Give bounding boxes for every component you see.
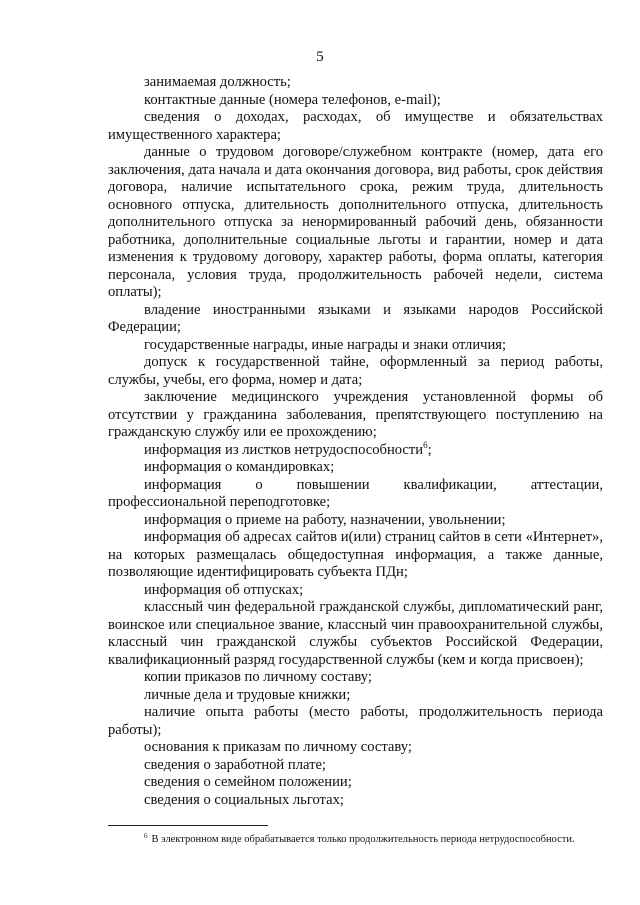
paragraph: допуск к государственной тайне, оформленный за период работы, службы, учебы, его форма, номер и дата;: [108, 354, 603, 388]
paragraph: классный чин федеральной гражданской службы, дипломатический ранг, воинское или специальное звание, классный чин правоохранительной службы, классный чин гражданской службы субъектов Российской Федерации, квалификационный разряд государственной службы (кем и когда присвоен);: [108, 599, 603, 668]
paragraph: сведения о социальных льготах;: [144, 791, 344, 808]
paragraph-text: информация из листков нетрудоспособности: [144, 441, 424, 458]
footnote-reference[interactable]: 6: [423, 439, 428, 450]
footnote-separator: [108, 825, 268, 826]
footnote: [144, 833, 604, 846]
paragraph: сведения о доходах, расходах, об имуществе и обязательствах имущественного характера;: [108, 109, 603, 143]
paragraph: основания к приказам по личному составу;: [144, 739, 412, 755]
paragraph: наличие опыта работы (место работы, продолжительность периода работы);: [108, 704, 603, 738]
body-text: [108, 74, 603, 809]
paragraph: информация об адресах сайтов и(или) страниц сайтов в сети «Интернет», на которых размещалась общедоступная информация, а также данные, позволяющие идентифицировать субъекта ПДн;: [108, 529, 603, 580]
paragraph: занимаемая должность;: [144, 74, 291, 90]
paragraph: государственные награды, иные награды и знаки отличия;: [144, 336, 507, 353]
page-number: 5: [316, 49, 324, 65]
paragraph: копии приказов по личному составу;: [144, 669, 372, 685]
paragraph: информация о приеме на работу, назначении, увольнении;: [144, 511, 506, 528]
paragraph: информация о командировках;: [144, 459, 335, 475]
footnote-marker: 6: [144, 831, 148, 840]
paragraph: владение иностранными языками и языками народов Российской Федерации;: [108, 301, 603, 335]
paragraph-punctuation: ;: [427, 441, 432, 458]
paragraph: данные о трудовом договоре/служебном контракте (номер, дата его заключения, дата начала и дата окончания договора, вид работы, срок действия договора, наличие испытательного срока, режим труда, длительность основного отпуска, длительность дополнительного отпуска, длительность дополнительного отпуска за ненормированный рабочий день, обязанности работника, дополнительные социальные льготы и гарантии, номер и дата изменения к трудовому договору, характер работы, форма оплаты, категория персонала, условия труда, продолжительность рабочей недели, система оплаты);: [108, 144, 603, 300]
paragraph-with-footnote: [108, 439, 603, 460]
paragraph: контактные данные (номера телефонов, e-mail);: [144, 91, 441, 108]
paragraph: сведения о семейном положении;: [144, 774, 352, 790]
paragraph: личные дела и трудовые книжки;: [144, 686, 351, 703]
paragraph: информация об отпусках;: [144, 581, 304, 598]
paragraph: сведения о заработной плате;: [144, 756, 326, 773]
paragraph: заключение медицинского учреждения установленной формы об отсутствии у гражданина заболевания, препятствующего поступлению на гражданскую службу или ее прохождению;: [108, 389, 603, 440]
footnote-text: В электронном виде обрабатывается только продолжительность периода нетрудоспособности.: [151, 834, 575, 845]
paragraph: информация о повышении квалификации, аттестации, профессиональной переподготовке;: [108, 476, 603, 510]
